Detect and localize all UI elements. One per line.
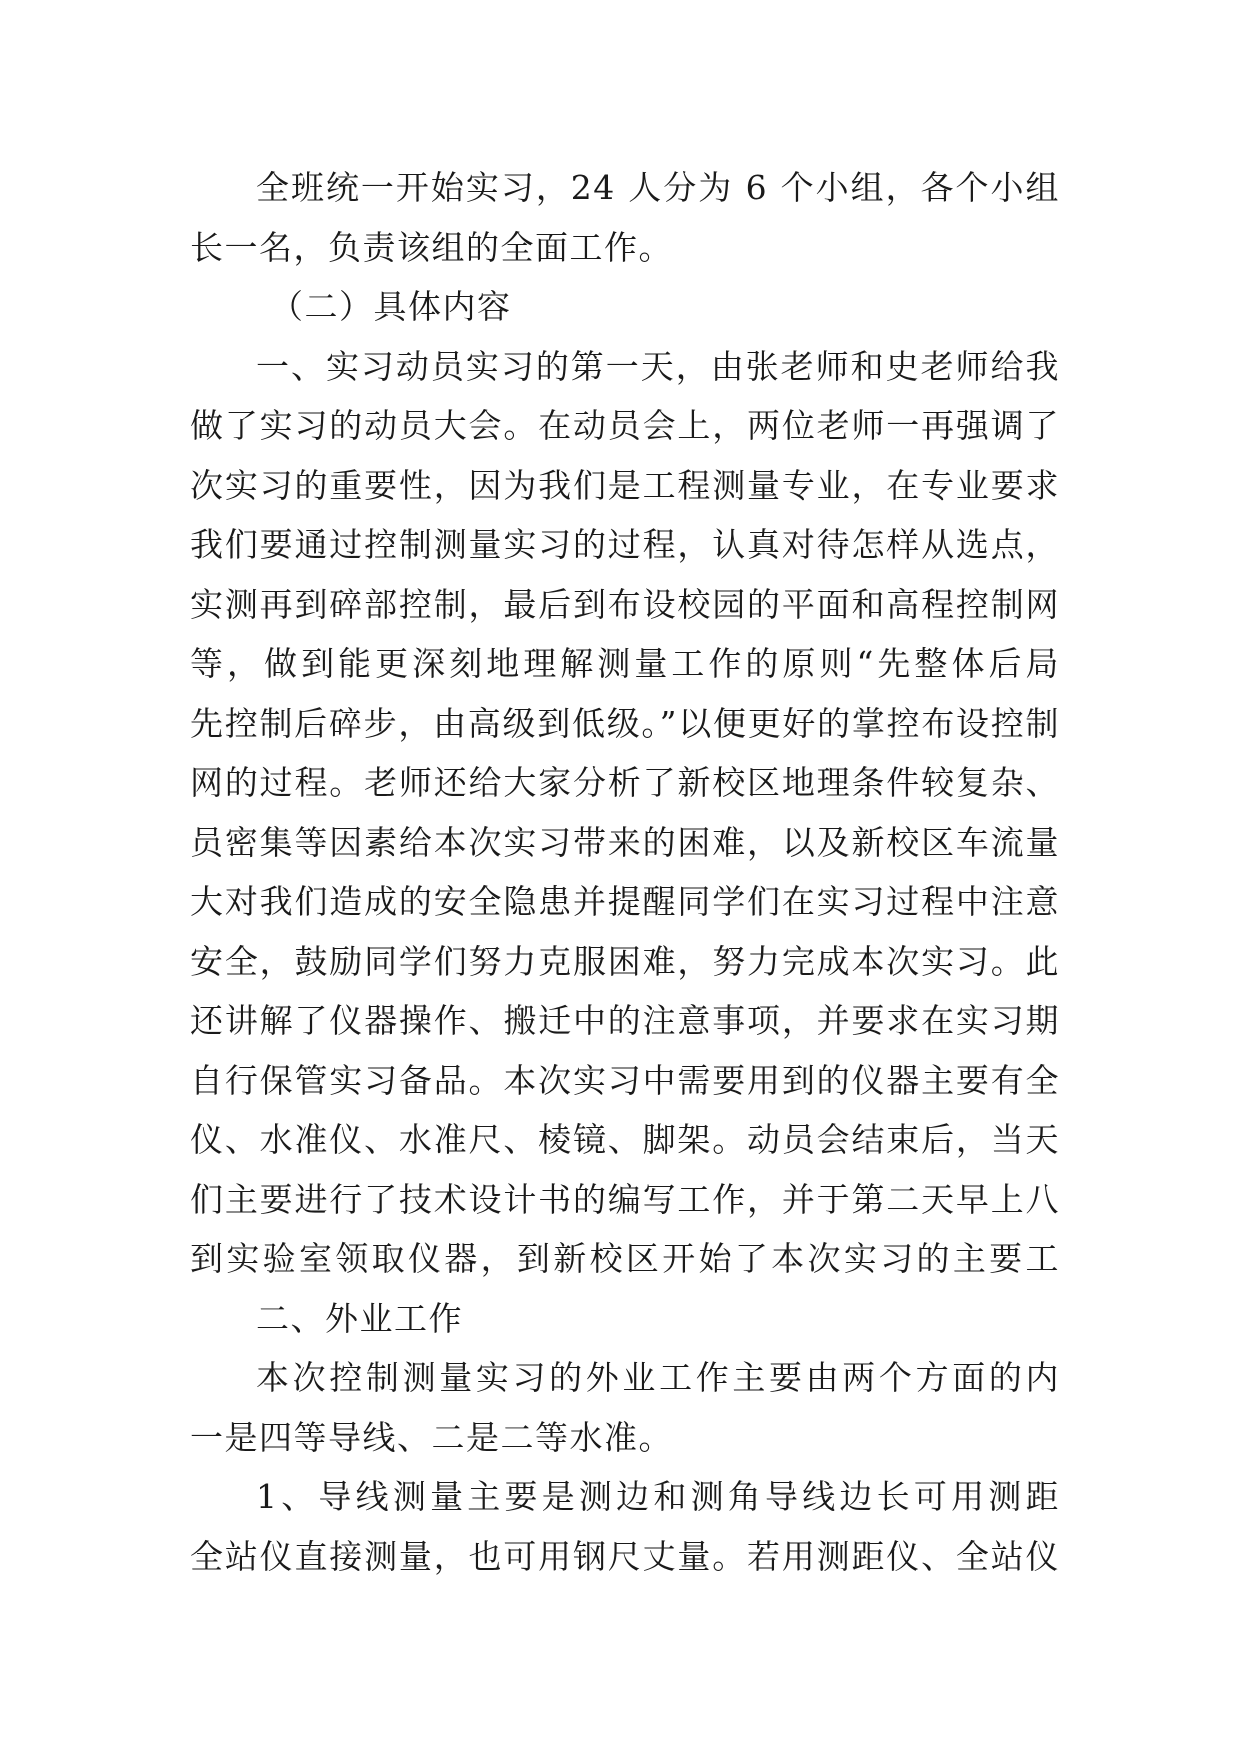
section-heading: 二、外业工作 <box>256 1298 463 1338</box>
text-line: 等，做到能更深刻地理解测量工作的原则“先整体后局 <box>190 644 1060 683</box>
text-line: 本次控制测量实习的外业工作主要由两个方面的内 <box>256 1358 1060 1397</box>
text-line: 一、实习动员实习的第一天，由张老师和史老师给我 <box>256 346 1060 386</box>
text-line: 长一名，负责该组的全面工作。 <box>190 227 673 267</box>
text-line: 全站仪直接测量，也可用钢尺丈量。若用测距仪、全站仪 <box>190 1536 1060 1576</box>
text-line: 全班统一开始实习，24 人分为 6 个小组，各个小组 <box>256 168 1060 207</box>
text-line: 先控制后碎步，由高级到低级。”以便更好的掌控布设控制 <box>190 703 1060 743</box>
text-line: 们主要进行了技术设计书的编写工作，并于第二天早上八 <box>190 1179 1060 1219</box>
document-body <box>190 158 1060 1586</box>
text-line: 安全，鼓励同学们努力克服困难，努力完成本次实习。此 <box>190 941 1060 981</box>
text-line: 仪、水准仪、水准尺、棱镜、脚架。动员会结束后，当天 <box>190 1120 1060 1159</box>
text-line: 网的过程。老师还给大家分析了新校区地理条件较复杂、 <box>190 763 1060 802</box>
text-line: 员密集等因素给本次实习带来的困难，以及新校区车流量 <box>190 822 1060 862</box>
text-line: 1、导线测量主要是测边和测角导线边长可用测距 <box>256 1477 1060 1516</box>
text-line: 还讲解了仪器操作、搬迁中的注意事项，并要求在实习期 <box>190 1001 1060 1040</box>
text-line: 实测再到碎部控制，最后到布设校园的平面和高程控制网 <box>190 584 1060 624</box>
text-line: 自行保管实习备品。本次实习中需要用到的仪器主要有全 <box>190 1060 1060 1100</box>
section-heading: （二）具体内容 <box>270 287 512 326</box>
text-line: 一是四等导线、二是二等水准。 <box>190 1417 673 1457</box>
text-line: 做了实习的动员大会。在动员会上，两位老师一再强调了 <box>190 406 1060 445</box>
text-line: 到实验室领取仪器，到新校区开始了本次实习的主要工 <box>190 1239 1060 1278</box>
text-line: 次实习的重要性，因为我们是工程测量专业，在专业要求 <box>190 465 1060 505</box>
text-line: 我们要通过控制测量实习的过程，认真对待怎样从选点， <box>190 525 1060 564</box>
text-line: 大对我们造成的安全隐患并提醒同学们在实习过程中注意 <box>190 882 1060 921</box>
